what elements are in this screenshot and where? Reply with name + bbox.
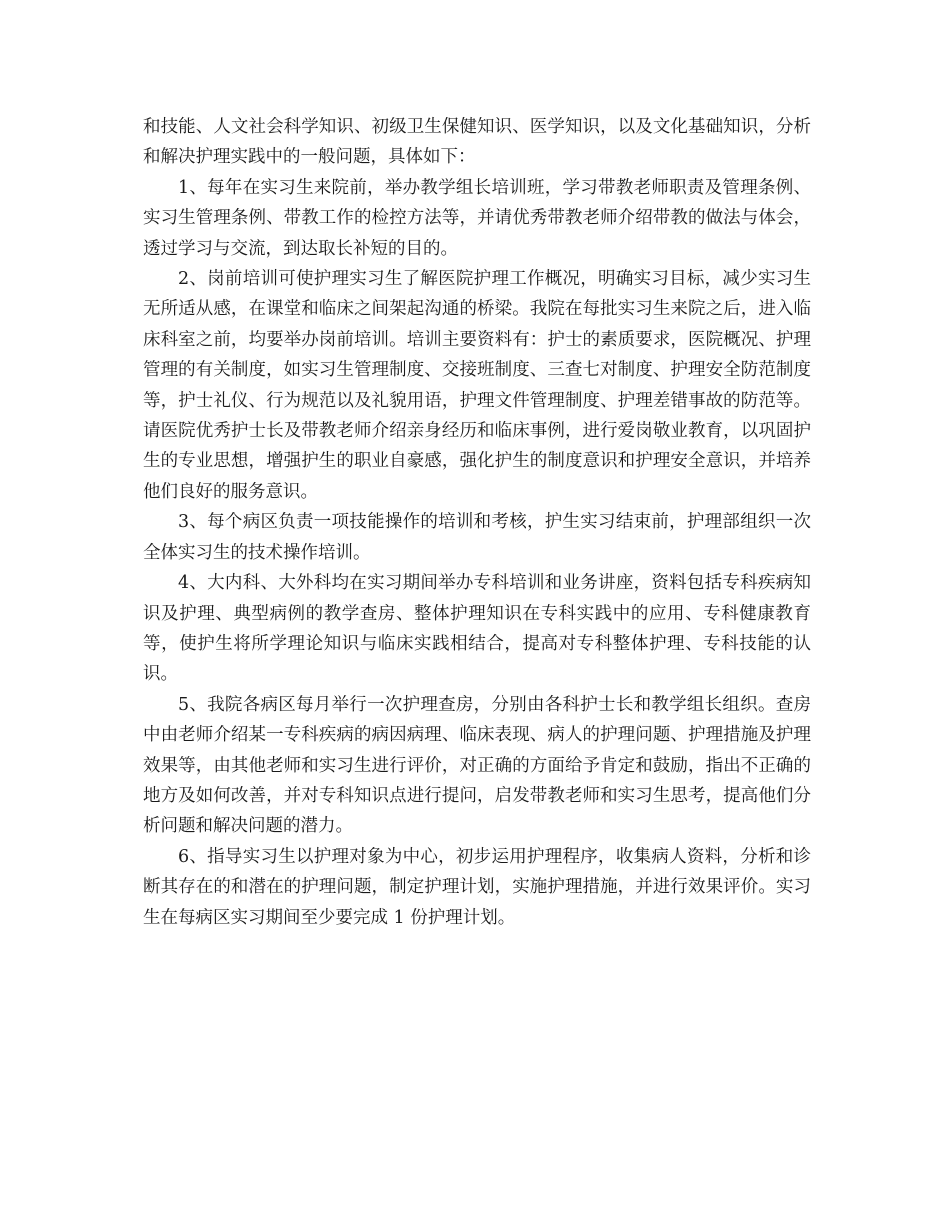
paragraph-item-4: 4、大内科、大外科均在实习期间举办专科培训和业务讲座，资料包括专科疾病知识及护理、典型病例的教学查房、整体护理知识在专科实践中的应用、专科健康教育等，使护生将所学理论知识与临床实践相结合，提高对专科整体护理、专科技能的认识。 [143,573,811,685]
document-page [143,112,811,933]
paragraph-item-1: 1、每年在实习生来院前，举办教学组长培训班，学习带教老师职责及管理条例、实习生管理条例、带教工作的检控方法等，并请优秀带教老师介绍带教的做法与体会，透过学习与交流，到达取长补短的目的。 [143,177,811,259]
paragraph-item-3: 3、每个病区负责一项技能操作的培训和考核，护生实习结束前，护理部组织一次全体实习生的技术操作培训。 [143,512,811,563]
paragraph-continuation: 和技能、人文社会科学知识、初级卫生保健知识、医学知识，以及文化基础知识，分析和解决护理实践中的一般问题，具体如下： [143,117,811,168]
paragraph-item-2: 2、岗前培训可使护理实习生了解医院护理工作概况，明确实习目标，减少实习生无所适从感，在课堂和临床之间架起沟通的桥梁。我院在每批实习生来院之后，进入临床科室之前，均要举办岗前培训。培训主要资料有：护士的素质要求，医院概况、护理管理的有关制度，如实习生管理制度、交接班制度、三查七对制度、护理安全防范制度等，护士礼仪、行为规范以及礼貌用语，护理文件管理制度、护理差错事故的防范等。请医院优秀护士长及带教老师介绍亲身经历和临床事例，进行爱岗敬业教育，以巩固护生的专业思想，增强护生的职业自豪感，强化护生的制度意识和护理安全意识，并培养他们良好的服务意识。 [143,269,811,502]
paragraph-item-5: 5、我院各病区每月举行一次护理查房，分别由各科护士长和教学组长组织。查房中由老师介绍某一专科疾病的病因病理、临床表现、病人的护理问题、护理措施及护理效果等，由其他老师和实习生进行评价，对正确的方面给予肯定和鼓励，指出不正确的地方及如何改善，并对专科知识点进行提问，启发带教老师和实习生思考，提高他们分析问题和解决问题的潜力。 [143,694,811,837]
paragraph-item-6: 6、指导实习生以护理对象为中心，初步运用护理程序，收集病人资料，分析和诊断其存在的和潜在的护理问题，制定护理计划，实施护理措施，并进行效果评价。实习生在每病区实习期间至少要完成 1 份护理计划。 [143,846,811,928]
